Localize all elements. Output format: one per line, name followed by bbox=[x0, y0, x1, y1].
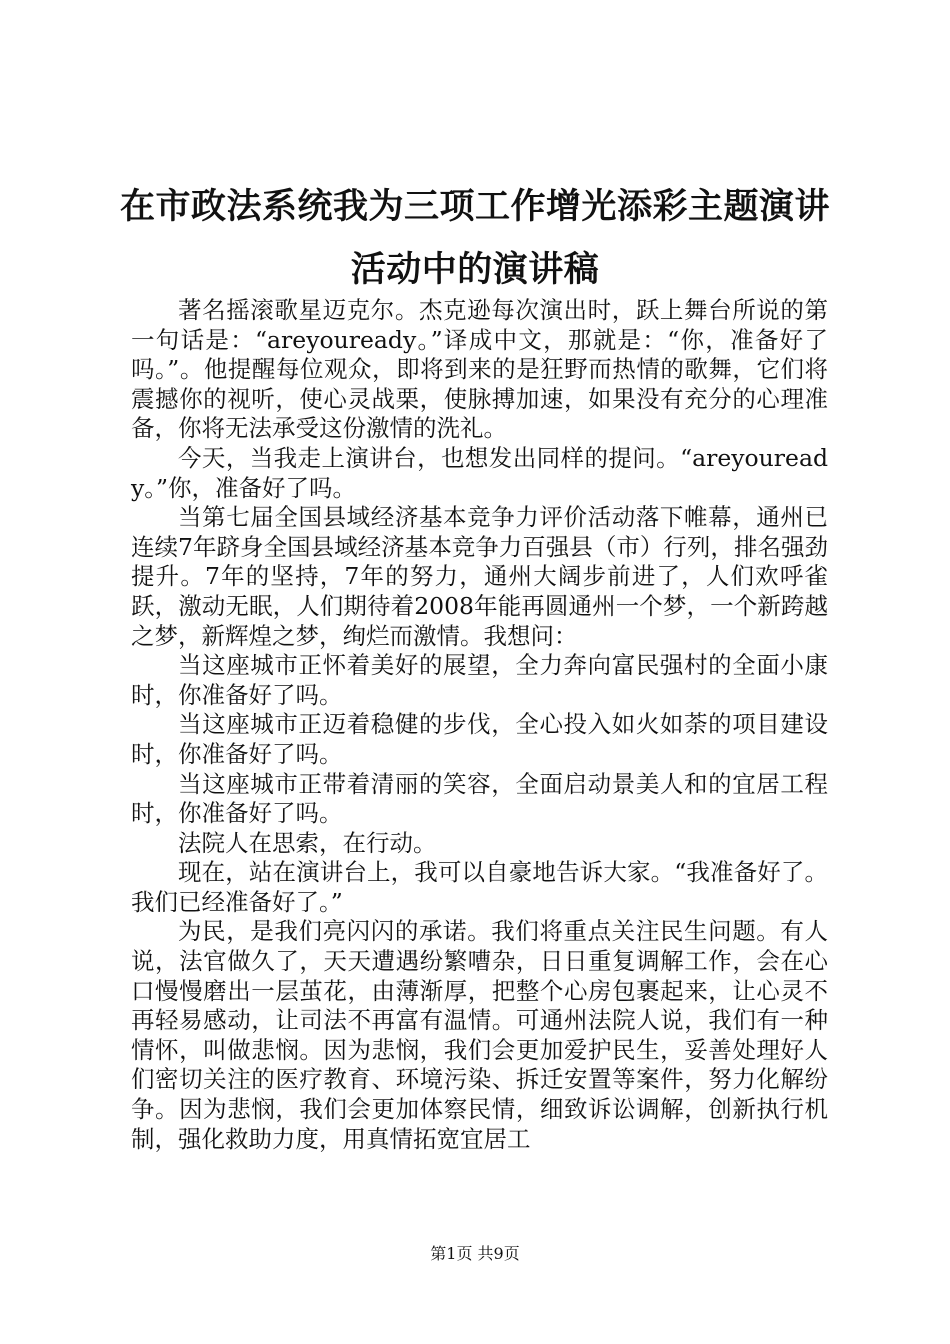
document-title-line-1: 在市政法系统我为三项工作增光添彩主题演讲 bbox=[119, 186, 830, 227]
paragraph: 当这座城市正带着清丽的笑容，全面启动景美人和的宜居工程时，你准备好了吗。 bbox=[131, 769, 828, 828]
paragraph: 法院人在思索，在行动。 bbox=[178, 828, 437, 857]
paragraph: 当第七届全国县域经济基本竞争力评价活动落下帷幕，通州已连续7年跻身全国县域经济基本竞争力百强县（市）行列，排名强劲提升。7年的坚持，7年的努力，通州大阔步前进了，人们欢呼雀跃，激动无眠，人们期待着2008年能再圆通州一个梦，一个新跨越之梦，新辉煌之梦，绚烂而激情。我想问： bbox=[131, 503, 828, 650]
page-number-footer: 第1页 共9页 bbox=[430, 1244, 520, 1263]
paragraph: 为民，是我们亮闪闪的承诺。我们将重点关注民生问题。有人说，法官做久了，天天遭遇纷繁嘈杂，日日重复调解工作，会在心口慢慢磨出一层茧花，由薄渐厚，把整个心房包裹起来，让心灵不再轻易感动，让司法不再富有温情。可通州法院人说，我们有一种情怀，叫做悲悯。因为悲悯，我们会更加爱护民生，妥善处理好人们密切关注的医疗教育、环境污染、拆迁安置等案件，努力化解纷争。因为悲悯，我们会更加体察民情，细致诉讼调解，创新执行机制，强化救助力度，用真情拓宽宜居工 bbox=[131, 917, 828, 1153]
document-body bbox=[131, 296, 828, 1154]
paragraph: 著名摇滚歌星迈克尔。杰克逊每次演出时，跃上舞台所说的第一句话是：“areyouready。”译成中文，那就是：“你，准备好了吗。”。他提醒每位观众，即将到来的是狂野而热情的歌舞，它们将震撼你的视听，使心灵战栗，使脉搏加速，如果没有充分的心理准备，你将无法承受这份激情的洗礼。 bbox=[131, 296, 828, 443]
paragraph: 今天，当我走上演讲台，也想发出同样的提问。“areyouready。”你，准备好了吗。 bbox=[131, 443, 828, 502]
paragraph: 当这座城市正怀着美好的展望，全力奔向富民强村的全面小康时，你准备好了吗。 bbox=[131, 651, 828, 709]
document-title-line-2: 活动中的演讲稿 bbox=[350, 249, 600, 290]
paragraph: 当这座城市正迈着稳健的步伐，全心投入如火如荼的项目建设时，你准备好了吗。 bbox=[131, 710, 828, 768]
paragraph: 现在，站在演讲台上，我可以自豪地告诉大家。“我准备好了。我们已经准备好了。” bbox=[131, 858, 828, 916]
